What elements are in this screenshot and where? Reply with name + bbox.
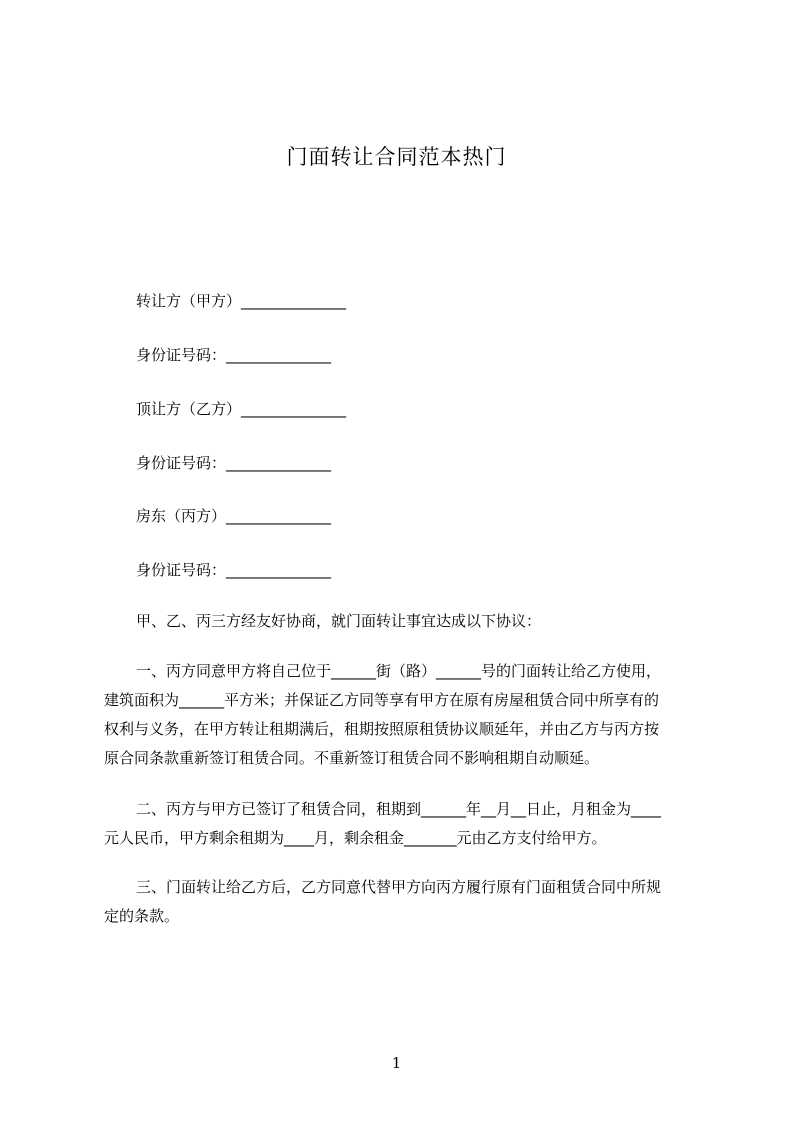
landlord-party-field: 房东（丙方）______________	[136, 507, 332, 525]
landlord-id-number-field: 身份证号码：______________	[136, 561, 332, 579]
transferor-id-number-field: 身份证号码：______________	[136, 346, 332, 364]
clause-1-line: 一、丙方同意甲方将自己位于______街（路）______号的门面转让给乙方使用，	[136, 662, 662, 680]
clause-1-line: 建筑面积为______平方米；并保证乙方同等享有甲方在原有房屋租赁合同中所享有的	[104, 691, 660, 709]
clause-1-line: 原合同条款重新签订租赁合同。不重新签订租赁合同不影响租期自动顺延。	[104, 749, 600, 767]
transferor-party-field: 转让方（甲方）______________	[136, 292, 347, 310]
transferee-party-field: 顶让方（乙方）______________	[136, 400, 347, 418]
clause-2	[104, 795, 702, 853]
clause-2-line: 二、丙方与甲方已签订了租赁合同，租期到______年__月__日止，月租金为____	[136, 800, 662, 818]
clause-3-line: 三、门面转让给乙方后，乙方同意代替甲方向丙方履行原有门面租赁合同中所规	[136, 878, 662, 896]
clause-3-line: 定的条款。	[104, 907, 180, 925]
agreement-intro: 甲、乙、丙三方经友好协商，就门面转让事宜达成以下协议：	[136, 612, 542, 630]
document-title: 门面转让合同范本热门	[286, 145, 507, 169]
clause-1-line: 权利与义务，在甲方转让租期满后，租期按照原租赁协议顺延年，并由乙方与丙方按	[104, 720, 660, 738]
page-number: 1	[391, 1054, 402, 1072]
transferee-id-number-field: 身份证号码：______________	[136, 454, 332, 472]
clause-1	[104, 657, 702, 773]
clause-3	[104, 873, 702, 931]
clause-2-line: 元人民币，甲方剩余租期为____月，剩余租金_______元由乙方支付给甲方。	[104, 829, 607, 847]
